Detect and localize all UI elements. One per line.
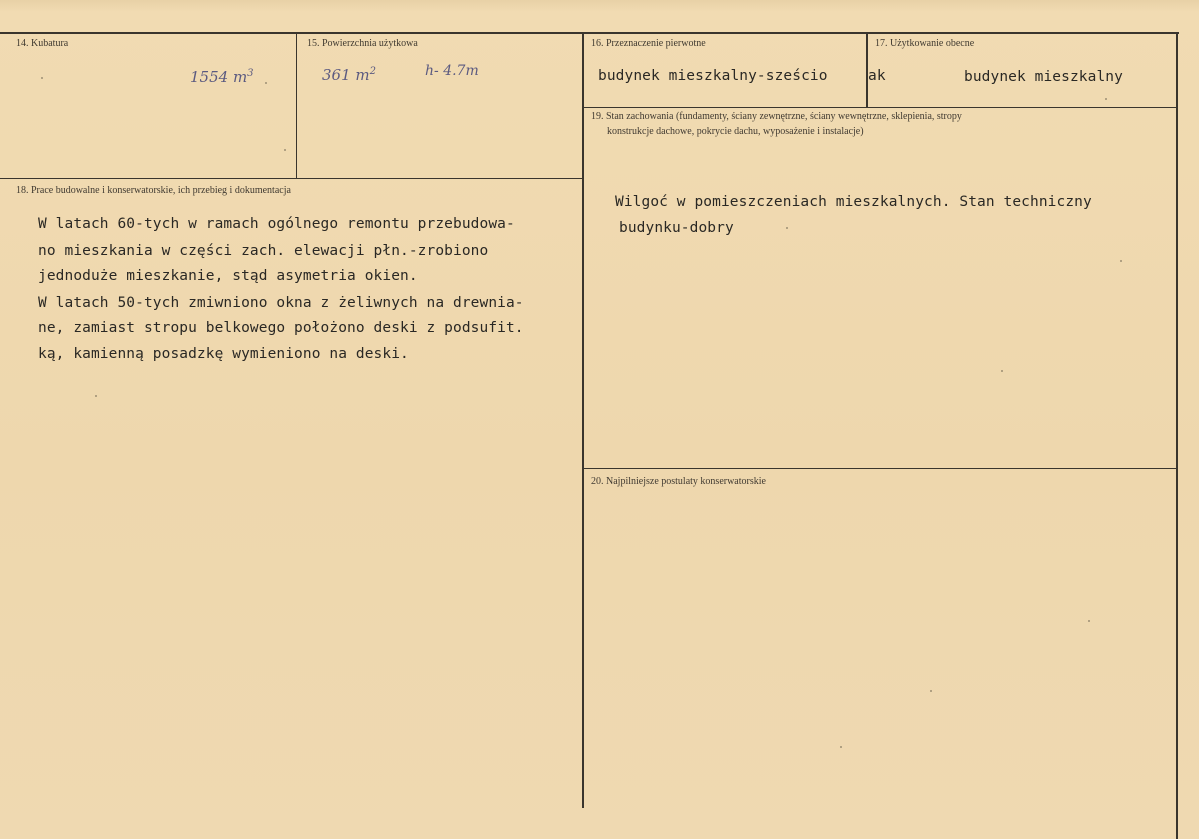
field-18-line-5: ne, zamiast stropu belkowego położono deski z podsufit.	[38, 320, 524, 336]
field-18-line-6: ką, kamienną posadzkę wymieniono na deski.	[38, 346, 409, 362]
field-17-prefix: ak	[868, 68, 886, 84]
field-15-unit-superscript: 2	[369, 66, 376, 77]
field-19-line-1: Wilgoć w pomieszczeniach mieszkalnych. Stan techniczny	[615, 194, 1092, 210]
field-15-area-value	[322, 64, 376, 83]
field-18-line-4: W latach 50-tych zmiwniono okna z żeliwnych na drewnia-	[38, 295, 524, 311]
field-16-value: budynek mieszkalny-sześcio	[598, 68, 828, 84]
paper-speck	[786, 227, 788, 229]
field-17-value: budynek mieszkalny	[964, 69, 1123, 85]
field-17-label: 17. Użytkowanie obecne	[875, 38, 975, 49]
field-20-value-area	[595, 500, 1165, 800]
field-14-value	[190, 66, 254, 85]
paper-speck	[1001, 370, 1003, 372]
field-19-line-2: budynku-dobry	[619, 220, 734, 236]
field-15-label: 15. Powierzchnia użytkowa	[307, 38, 418, 49]
paper-speck	[265, 82, 267, 84]
paper-speck	[840, 746, 842, 748]
field-14-label: 14. Kubatura	[16, 38, 69, 49]
horizontal-divider-18	[0, 178, 583, 179]
field-14-number: 1554 m	[190, 68, 248, 86]
field-18-line-3: jednoduże mieszkanie, stąd asymetria okien.	[38, 268, 418, 284]
field-18-line-1: W latach 60-tych w ramach ogólnego remontu przebudowa-	[38, 216, 515, 232]
field-15-area-number: 361 m	[322, 66, 370, 84]
right-border-line	[1176, 34, 1178, 839]
field-18-label: 18. Prace budowalne i konserwatorskie, ich przebieg i dokumentacja	[16, 185, 291, 196]
field-18-line-2: no mieszkania w części zach. elewacji płn.-zrobiono	[38, 243, 489, 259]
paper-speck	[930, 690, 932, 692]
top-border-line	[0, 32, 1179, 34]
field-20-label: 20. Najpilniejsze postulaty konserwatorskie	[591, 476, 766, 487]
paper-speck	[1105, 98, 1107, 100]
horizontal-divider-19	[584, 107, 1178, 108]
paper-speck	[95, 395, 97, 397]
field-19-label-line-2: konstrukcje dachowe, pokrycie dachu, wyposażenie i instalacje)	[607, 126, 864, 137]
field-19-label-line-1: 19. Stan zachowania (fundamenty, ściany zewnętrzne, ściany wewnętrzne, sklepienia, stropy	[591, 111, 962, 122]
main-vertical-divider	[582, 34, 584, 808]
paper-speck	[41, 77, 43, 79]
horizontal-divider-20	[584, 468, 1178, 469]
card-top-shadow	[0, 0, 1199, 12]
paper-speck	[1088, 620, 1090, 622]
paper-speck	[1120, 260, 1122, 262]
paper-speck	[284, 149, 286, 151]
field-15-height-value: h- 4.7m	[425, 63, 479, 79]
field-14-unit-superscript: 3	[247, 68, 254, 79]
vertical-divider-14-15	[296, 34, 297, 178]
field-16-label: 16. Przeznaczenie pierwotne	[591, 38, 706, 49]
